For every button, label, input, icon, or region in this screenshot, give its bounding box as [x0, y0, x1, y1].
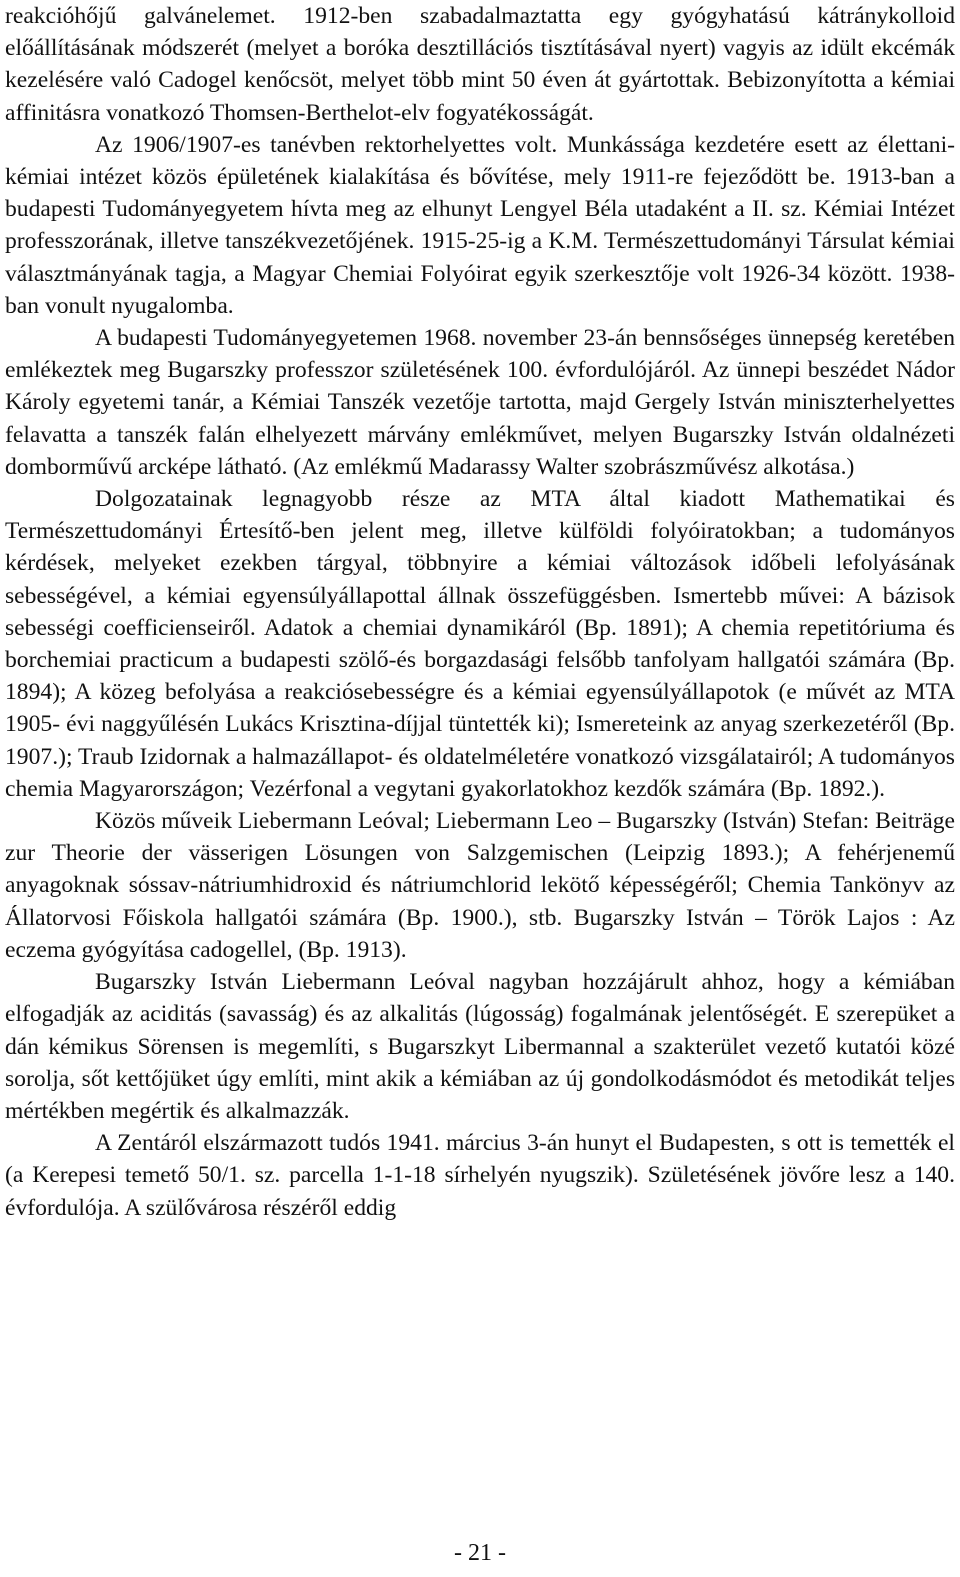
- document-body: [5, 0, 955, 1224]
- page-number: - 21 -: [454, 1540, 506, 1566]
- paragraph-4: Dolgozatainak legnagyobb része az MTA által kiadott Mathematikai és Természettudományi Értesítő-ben jelent meg, illetve külföldi folyóiratokban; a tudományos kérdések, melyeket ezekben tárgyal, többnyire a kémiai változások időbeli lefolyásának sebességével, a kémiai egyensúlyállapottal állnak összefüggésben. Ismertebb művei: A bázisok sebességi coefficienseiről. Adatok a chemiai dynamikáról (Bp. 1891); A chemia repetitóriuma és borchemiai practicum a budapesti szölő-és borgazdasági felsőbb tanfolyam hallgatói számára (Bp. 1894); A közeg befolyása a reakciósebességre és a kémiai egyensúlyállapotok (e művét az MTA 1905- évi naggyűlésén Lukács Krisztina-díjjal tüntették ki); Ismereteink az anyag szerkezetéről (Bp. 1907.); Traub Izidornak a halmazállapot- és oldatelméletére vonatkozó vizsgálatairól; A tudományos chemia Magyarországon; Vezérfonal a vegytani gyakorlatokhoz kezdők számára (Bp. 1892.).: [5, 486, 955, 802]
- paragraph-6: Bugarszky István Liebermann Leóval nagyban hozzájárult ahhoz, hogy a kémiában elfogadják az aciditás (savasság) és az alkalitás (lúgosság) fogalmának jelentőségét. E szerepüket a dán kémikus Sörensen is megemlíti, s Bugarszkyt Libermannal a szakterület vezető kutatói közé sorolja, sőt kettőjüket úgy említi, mint akik a kémiában az új gondolkodásmódot és metodikát teljes mértékben megértik és alkalmazzák.: [5, 969, 955, 1124]
- paragraph-2: Az 1906/1907-es tanévben rektorhelyettes volt. Munkássága kezdetére esett az élettani-kémiai intézet közös épületének kialakítása és bővítése, mely 1911-re fejeződött be. 1913-ban a budapesti Tudományegyetem hívta meg az elhunyt Lengyel Béla utadaként a II. sz. Kémiai Intézet professzorának, illetve tanszékvezetőjének. 1915-25-ig a K.M. Természettudományi Társulat kémiai választmányának tagja, a Magyar Chemiai Folyóirat egyik szerkesztője volt 1926-34 között. 1938-ban vonult nyugalomba.: [5, 131, 955, 319]
- paragraph-7: A Zentáról elszármazott tudós 1941. március 3-án hunyt el Budapesten, s ott is temették el (a Kerepesi temető 50/1. sz. parcella 1-1-18 sírhelyén nyugszik). Születésének jövőre lesz a 140. évfordulója. A szülővárosa részéről eddig: [5, 1130, 955, 1221]
- paragraph-3: A budapesti Tudományegyetemen 1968. november 23-án bennsőséges ünnepség keretében emlékeztek meg Bugarszky professzor születésének 100. évfordulójáról. Az ünnepi beszédet Nádor Károly egyetemi tanár, a Kémiai Tanszék vezetője tartotta, majd Gergely István miniszterhelyettes felavatta a tanszék falán elhelyezett márvány emlékművet, melyen Bugarszky István oldalnézeti domborművű arcképe látható. (Az emlékmű Madarassy Walter szobrászművész alkotása.): [5, 325, 955, 480]
- paragraph-5: Közös műveik Liebermann Leóval; Liebermann Leo – Bugarszky (István) Stefan: Beiträge zur Theorie der vässerigen Lösungen von Salzgemischen (Leipzig 1893.); A fehérjenemű anyagoknak sóssav-nátriumhidroxid és nátriumchlorid lekötő képességéről; Chemia Tankönyv az Állatorvosi Főiskola hallgatói számára (Bp. 1900.), stb. Bugarszky István – Török Lajos : Az eczema gyógyítása cadogellel, (Bp. 1913).: [5, 808, 955, 963]
- paragraph-1: reakcióhőjű galvánelemet. 1912-ben szabadalmaztatta egy gyógyhatású kátránykolloid előállításának módszerét (melyet a boróka desztillációs tisztításával nyert) vagyis az idült ekcémák kezelésére való Cadogel kenőcsöt, melyet több mint 50 éven át gyártottak. Bebizonyította a kémiai affinitásra vonatkozó Thomsen-Berthelot-elv fogyatékosságát.: [5, 3, 955, 126]
